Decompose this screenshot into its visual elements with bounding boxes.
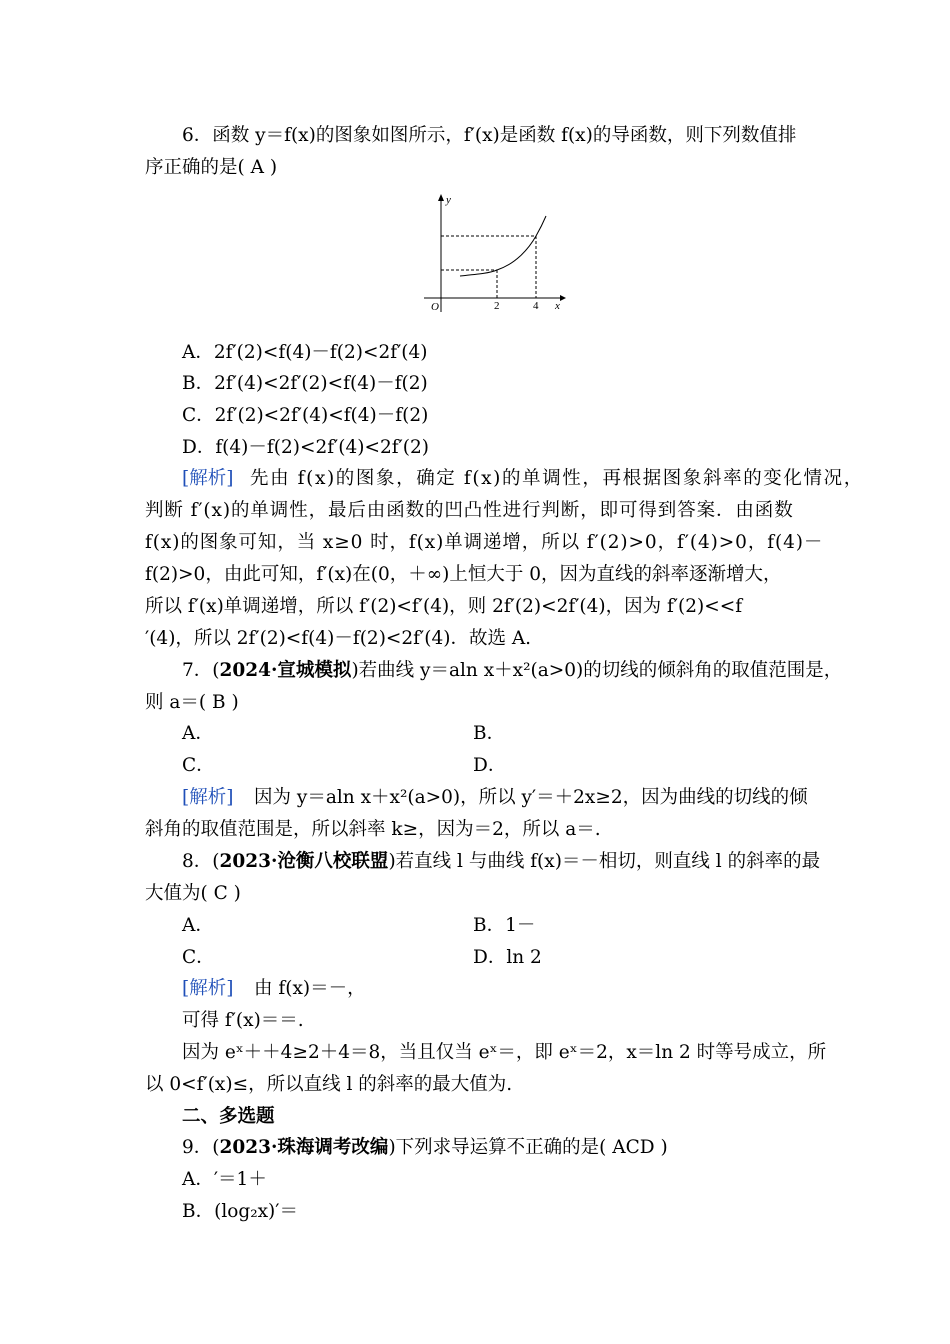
q6-analysis-tag: [解析] [182,468,234,489]
q8-analysis-line1: 由 f(x)＝－， [254,978,366,999]
x-axis-arrow [560,295,566,301]
q6-option-b: B．2f′(4)<2f′(2)<f(4)－f(2) [182,373,428,394]
q8-source: 2023·沧衡八校联盟 [219,851,389,872]
q8-option-c: C． [182,947,215,968]
q6-option-d: D．f(4)－f(2)<2f′(4)<2f′(2) [182,437,429,458]
q6-analysis-line1: 先由 f(x)的图象，确定 f(x)的单调性，再根据图象斜率的变化情况， [250,468,864,489]
q7-option-b: B． [473,723,506,744]
q8-option-d: D．ln 2 [473,947,542,968]
x-axis-label: x [555,300,560,312]
q9-stem-rest: )下列求导运算不正确的是( ACD ) [388,1137,668,1158]
y-axis-arrow [438,194,444,201]
tick-label-2: 2 [494,300,500,312]
q7-stem-line2: 则 a＝( B ) [145,692,239,713]
y-axis-label: y [446,194,451,206]
q7-option-a: A． [182,723,214,744]
q8-analysis-line4: 以 0<f′(x)≤，所以直线 l 的斜率的最大值为. [145,1074,513,1095]
q7-stem-line1 [182,658,842,684]
q9-number: 9．( [182,1137,220,1158]
q6-analysis-line4: f(2)>0，由此可知，f′(x)在(0，＋∞)上恒大于 0，因为直线的斜率逐渐增大， [145,564,782,585]
q6-stem-line1: 6．函数 y＝f(x)的图象如图所示，f′(x)是函数 f(x)的导函数，则下列数值排 [182,125,797,146]
q7-stem-rest: )若曲线 y＝aln x＋x²(a>0)的切线的倾斜角的取值范围是， [351,660,843,681]
q8-stem-line2: 大值为( C ) [145,883,241,904]
q7-number: 7．( [182,660,220,681]
q6-analysis-line3: f(x)的图象可知，当 x≥0 时，f(x)单调递增，所以 f′(2)>0，f′(4)>0，f(4)－ [145,532,824,553]
q8-option-b: B．1－ [473,915,536,936]
section-title-multiple-choice: 二、多选题 [182,1106,275,1127]
q7-analysis-line2: 斜角的取值范围是，所以斜率 k≥，因为＝2，所以 a＝. [145,819,601,840]
q7-option-c: C． [182,755,215,776]
q7-source: 2024·宣城模拟 [219,660,352,681]
q7-option-d: D． [473,755,507,776]
q9-stem-line1 [182,1135,668,1161]
q8-analysis-tag: [解析] [182,978,234,999]
q9-option-a: A．′＝1＋ [182,1169,267,1190]
q8-option-a: A． [182,915,214,936]
q6-analysis-line5: 所以 f′(x)单调递增，所以 f′(2)<f′(4)，则 2f′(2)<2f′(4)，因为 f′(2)<<f [145,596,743,617]
q6-analysis-line2: 判断 f′(x)的单调性，最后由函数的凹凸性进行判断，即可得到答案．由函数 [145,500,794,521]
q6-stem-line2: 序正确的是( A ) [145,157,278,178]
q7-analysis-line1: 因为 y＝aln x＋x²(a>0)，所以 y′＝＋2x≥2，因为曲线的切线的倾 [254,787,808,808]
q6-option-c: C．2f′(2)<2f′(4)<f(4)－f(2) [182,405,429,426]
q8-analysis-line2: 可得 f′(x)＝＝. [182,1010,304,1031]
q7-analysis-tag: [解析] [182,787,234,808]
function-curve [460,216,546,276]
origin-label: O [431,301,439,313]
q8-stem-rest: )若直线 l 与曲线 f(x)＝－相切，则直线 l 的斜率的最 [388,851,821,872]
q6-analysis-line6: ′(4)，所以 2f′(2)<f(4)－f(2)<2f′(4)．故选 A. [145,628,532,649]
q6-function-graph [410,188,570,318]
q9-option-b: B．(log₂x)′＝ [182,1201,298,1222]
q8-number: 8．( [182,851,220,872]
q9-source: 2023·珠海调考改编 [219,1137,389,1158]
q8-analysis-line3: 因为 eˣ＋＋4≥2＋4＝8，当且仅当 eˣ＝，即 eˣ＝2，x＝ln 2 时等号成立，所 [182,1042,827,1063]
tick-label-4: 4 [533,300,539,312]
q6-option-a: A．2f′(2)<f(4)－f(2)<2f′(4) [182,342,428,363]
q8-stem-line1 [182,849,820,875]
